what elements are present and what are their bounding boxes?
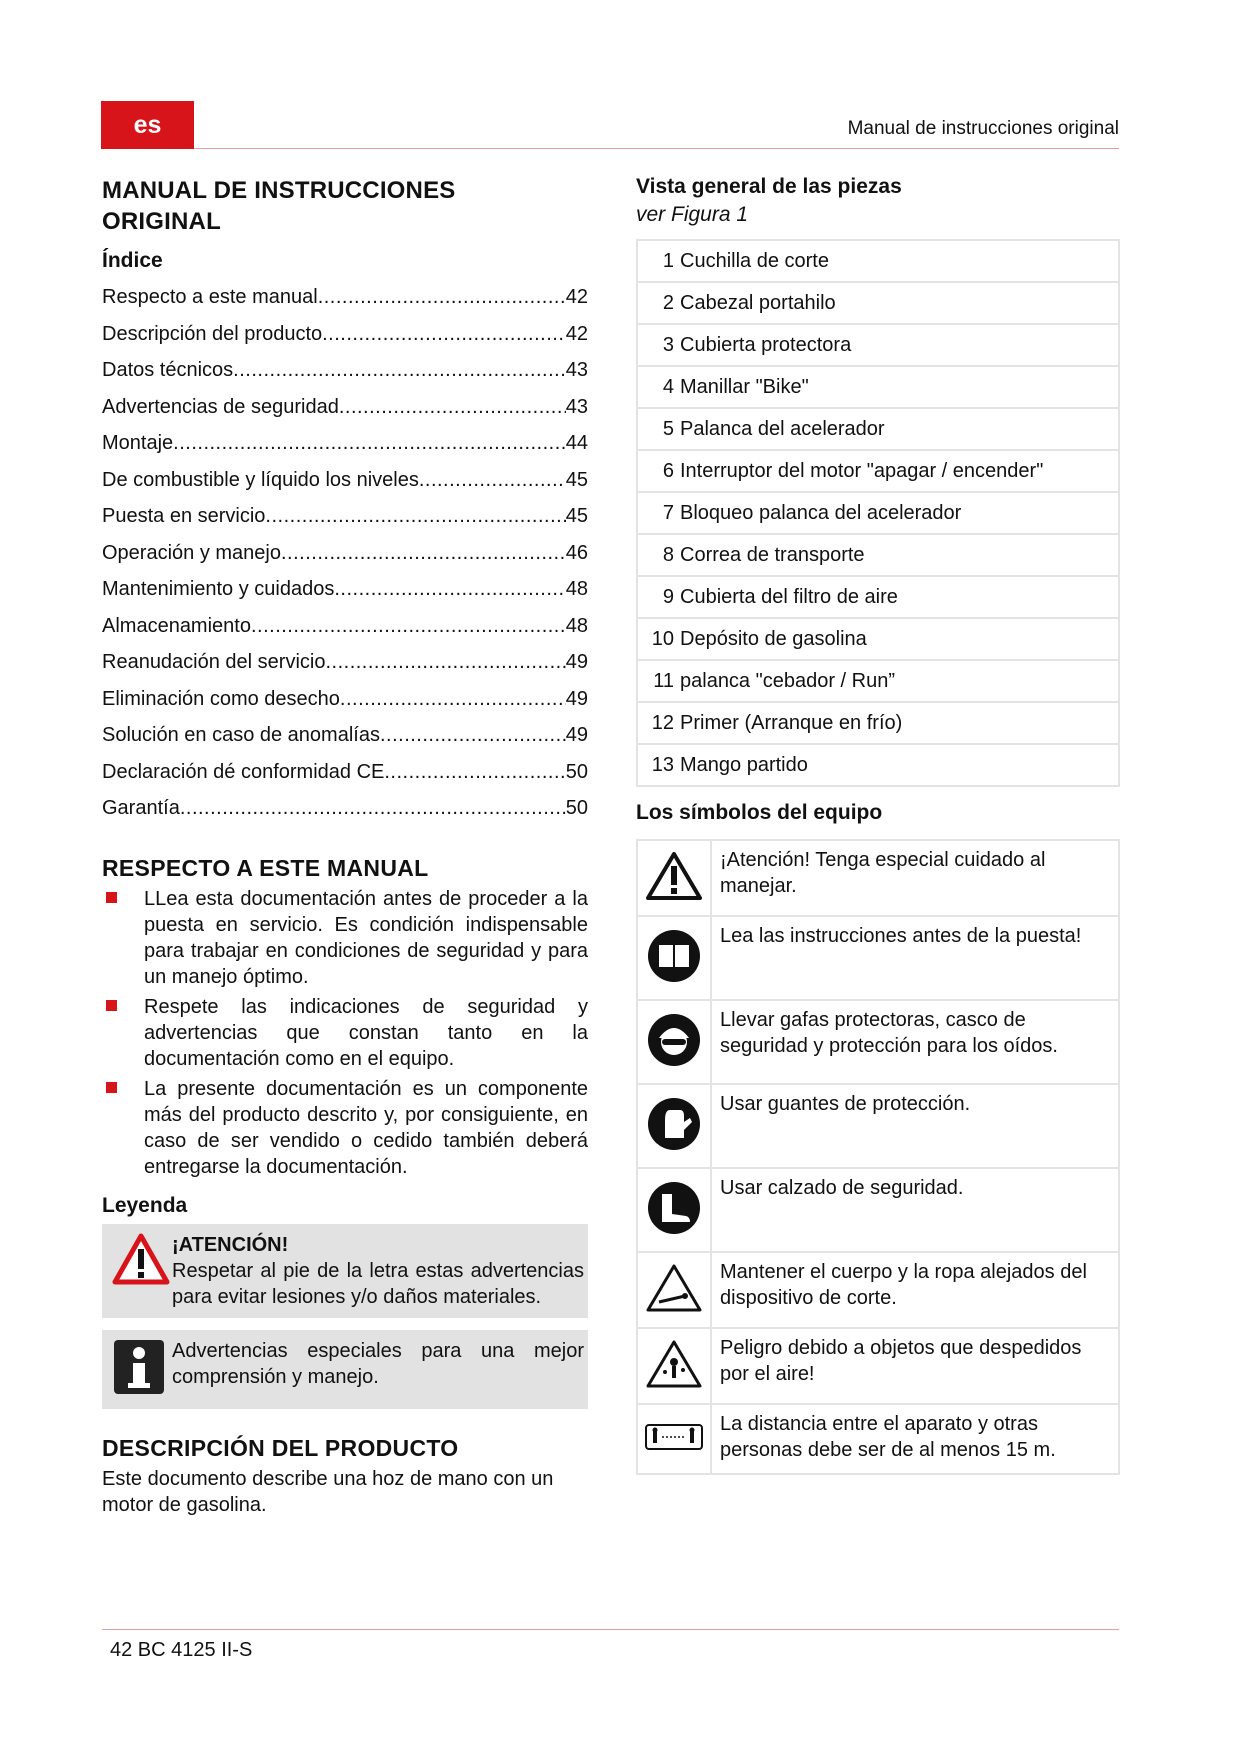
bullet-square-icon [106, 1000, 117, 1011]
toc-entry[interactable]: De combustible y líquido los niveles ..... 45 [102, 462, 588, 499]
parts-overview-heading: Vista general de las piezas [636, 175, 902, 198]
warning-triangle-icon [112, 1232, 172, 1310]
about-manual-list [102, 886, 588, 1180]
toc-entry[interactable]: Montaje ..... 44 [102, 425, 588, 462]
list-item: Respete las indicaciones de seguridad y advertencias que constan tanto en la documentación como en el equipo. [102, 994, 588, 1072]
table-row: Usar guantes de protección. [637, 1084, 1119, 1168]
language-tab: es [101, 101, 194, 149]
about-manual-heading: RESPECTO A ESTE MANUAL [102, 854, 429, 881]
toc-entry[interactable]: Puesta en servicio ..... 45 [102, 498, 588, 535]
face-protection-icon [637, 1000, 711, 1084]
table-row: 3 Cubierta protectora [637, 324, 1119, 366]
symbols-table [636, 839, 1120, 1475]
toc-entry[interactable]: Solución en caso de anomalías ..... 49 [102, 717, 588, 754]
toc-entry[interactable]: Advertencias de seguridad ..... 43 [102, 389, 588, 426]
table-row: 7 Bloqueo palanca del acelerador [637, 492, 1119, 534]
toc-entry[interactable]: Respecto a este manual ..... 42 [102, 279, 588, 316]
toc-entry[interactable]: Garantía ..... 50 [102, 790, 588, 827]
table-row: 1 Cuchilla de corte [637, 240, 1119, 282]
table-row: Usar calzado de seguridad. [637, 1168, 1119, 1252]
toc-entry[interactable]: Datos técnicos ..... 43 [102, 352, 588, 389]
list-item: LLea esta documentación antes de proceder a la puesta en servicio. Es condición indispensable para trabajar en condiciones de seguridad y para un manejo óptimo. [102, 886, 588, 990]
symbols-heading: Los símbolos del equipo [636, 801, 883, 824]
figure-reference: ver Figura 1 [636, 203, 749, 226]
info-legend [102, 1330, 588, 1409]
attention-title: ¡ATENCIÓN! [172, 1233, 289, 1256]
manual-title-line2: ORIGINAL [102, 208, 221, 235]
product-description-heading: DESCRIPCIÓN DEL PRODUCTO [102, 1434, 459, 1461]
table-row: Llevar gafas protectoras, casco de seguridad y protección para los oídos. [637, 1000, 1119, 1084]
product-description-text: Este documento describe una hoz de mano con un motor de gasolina. [102, 1467, 554, 1516]
cutting-hazard-icon [637, 1252, 711, 1328]
info-icon [112, 1338, 172, 1401]
table-row: Lea las instrucciones antes de la puesta! [637, 916, 1119, 1000]
bullet-square-icon [106, 892, 117, 903]
table-row: Peligro debido a objetos que despedidos por el aire! [637, 1328, 1119, 1404]
table-row: Mantener el cuerpo y la ropa alejados del dispositivo de corte. [637, 1252, 1119, 1328]
list-item: La presente documentación es un componente más del producto descrito y, por consiguiente, en caso de ser vendido o cedido también deberá entregarse la documentación. [102, 1076, 588, 1180]
info-text: Advertencias especiales para una mejor comprensión y manejo. [172, 1339, 584, 1388]
table-row: 2 Cabezal portahilo [637, 282, 1119, 324]
attention-text: Respetar al pie de la letra estas advertencias para evitar lesiones y/o daños materiales. [172, 1259, 584, 1308]
left-column [102, 175, 588, 1518]
legend-heading: Leyenda [102, 1193, 188, 1217]
boots-icon [637, 1168, 711, 1252]
manual-title [102, 175, 588, 237]
warning-triangle-icon [637, 840, 711, 916]
table-row: 6 Interruptor del motor "apagar / encender" [637, 450, 1119, 492]
distance-15m-icon [637, 1404, 711, 1474]
toc-entry[interactable]: Operación y manejo ..... 46 [102, 535, 588, 572]
table-row: 12 Primer (Arranque en frío) [637, 702, 1119, 744]
toc-entry[interactable]: Reanudación del servicio ..... 49 [102, 644, 588, 681]
table-row: ¡Atención! Tenga especial cuidado al manejar. [637, 840, 1119, 916]
attention-legend [102, 1224, 588, 1318]
gloves-icon [637, 1084, 711, 1168]
toc-entry[interactable]: Mantenimiento y cuidados ..... 48 [102, 571, 588, 608]
flying-objects-icon [637, 1328, 711, 1404]
table-row: 9 Cubierta del filtro de aire [637, 576, 1119, 618]
table-row: 11 palanca "cebador / Run” [637, 660, 1119, 702]
page-footer: 42 BC 4125 II-S [110, 1639, 253, 1661]
header-divider [194, 148, 1119, 149]
bullet-square-icon [106, 1082, 117, 1093]
toc-entry[interactable]: Declaración dé conformidad CE ..... 50 [102, 754, 588, 791]
table-row: La distancia entre el aparato y otras personas debe ser de al menos 15 m. [637, 1404, 1119, 1474]
table-row: 5 Palanca del acelerador [637, 408, 1119, 450]
manual-title-line1: MANUAL DE INSTRUCCIONES [102, 177, 456, 204]
footer-divider [102, 1629, 1119, 1630]
table-row: 4 Manillar "Bike" [637, 366, 1119, 408]
parts-table [636, 239, 1120, 787]
toc-entry[interactable]: Almacenamiento ..... 48 [102, 608, 588, 645]
table-row: 8 Correa de transporte [637, 534, 1119, 576]
table-of-contents [102, 279, 588, 827]
table-row: 10 Depósito de gasolina [637, 618, 1119, 660]
toc-entry[interactable]: Eliminación como desecho ..... 49 [102, 681, 588, 718]
right-column [636, 175, 1120, 1475]
table-row: 13 Mango partido [637, 744, 1119, 786]
index-heading: Índice [102, 249, 163, 272]
header-title: Manual de instrucciones original [847, 118, 1119, 139]
toc-entry[interactable]: Descripción del producto ..... 42 [102, 316, 588, 353]
read-manual-icon [637, 916, 711, 1000]
